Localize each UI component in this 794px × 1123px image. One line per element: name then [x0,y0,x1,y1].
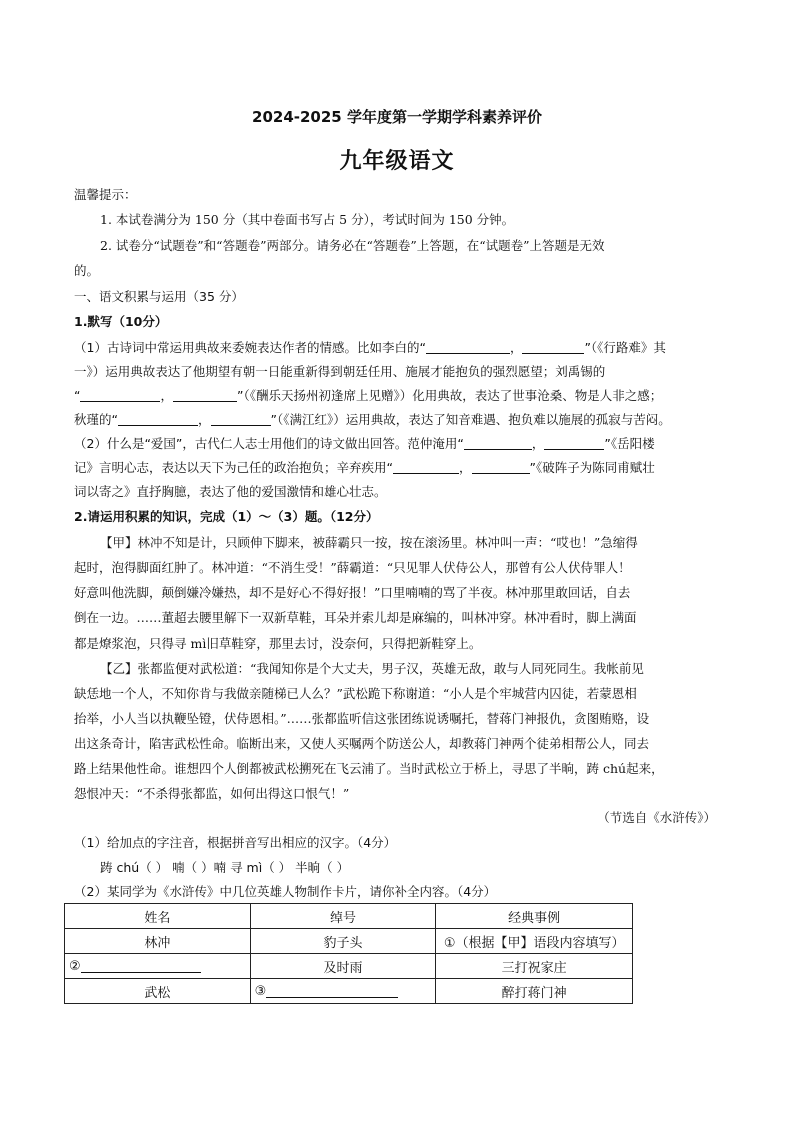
header-story: 经典事例 [436,904,633,929]
answer-blank[interactable] [464,436,532,450]
table-row [65,929,633,954]
answer-blank[interactable] [472,460,530,474]
q1-part2-line2: 记》言明心志，表达以天下为己任的政治抱负；辛弃疾用“ ， ”《破阵子为陈同甫赋壮 [74,460,655,475]
passage-jia-line2: 起时，泡得脚面红肿了。林冲道：“不消生受！”薛霸道：“只见罪人伏侍公人，那曾有公人伏侍罪人！ [74,560,631,575]
answer-blank[interactable] [173,388,237,402]
answer-blank[interactable] [118,412,198,426]
tip-item-2-cont: 的。 [74,263,100,278]
cell-story-answer[interactable]: ①（根据【甲】语段内容填写） [436,929,633,954]
exam-subtitle: 2024-2025 学年度第一学期学科素养评价 [252,108,542,126]
passage-yi-line1: 【乙】张都监便对武松道：“我闻知你是个大丈夫，男子汉，英雄无敌，敢与人同死同生。我帐前见 [100,661,644,676]
passage-source: （节选自《水浒传》） [597,810,716,825]
subquestion-1-items: 踌 chú（ ） 喃（ ）喃 寻 mì（ ） 半晌（ ） [100,860,350,875]
cell-story: 三打祝家庄 [436,954,633,979]
q1-part2-line1: （2）什么是“爱国”，古代仁人志士用他们的诗文做出回答。范仲淹用“ ， ”《岳阳楼 [74,436,655,451]
section-1-heading: 一、语文积累与运用（35 分） [74,289,244,304]
cell-name: 林冲 [65,929,251,954]
q1-part1-line3: “ ， ”（《酬乐天扬州初逢席上见赠》）化用典故，表达了世事沧桑、物是人非之感； [74,388,663,403]
answer-blank[interactable] [544,436,604,450]
question-2-heading: 2.请运用积累的知识，完成（1）～（3）题。（12分） [74,509,379,524]
cell-name-answer[interactable]: ② [65,954,251,979]
table-header-row [65,904,633,929]
passage-jia-line1: 【甲】林冲不知是计，只顾伸下脚来，被薛霸只一按，按在滚汤里。林冲叫一声：“哎也！”急缩得 [100,535,638,550]
cell-nickname: 及时雨 [250,954,436,979]
q1-part2-line3: 词以寄之》直抒胸臆，表达了他的爱国激情和雄心壮志。 [74,484,387,499]
header-name: 姓名 [65,904,251,929]
tips-label: 温馨提示： [74,187,137,202]
table-row [65,954,633,979]
q1-part1-line2: 一》）运用典故表达了他期望有朝一日能重新得到朝廷任用、施展才能抱负的强烈愿望；刘禹锡的 [74,364,606,379]
answer-blank[interactable] [393,460,459,474]
tip-item-1: 1. 本试卷满分为 150 分（其中卷面书写占 5 分），考试时间为 150 分钟。 [100,212,515,227]
passage-jia-line5: 都是燎浆泡，只得寻 mì旧草鞋穿，那里去讨，没奈何，只得把新鞋穿上。 [74,636,482,651]
passage-yi-line6: 怨恨冲天：“不杀得张都监，如何出得这口恨气！” [74,786,350,801]
answer-blank[interactable] [81,958,201,973]
table-row [65,979,633,1004]
passage-yi-line5: 路上结果他性命。谁想四个人倒都被武松搠死在飞云浦了。当时武松立于桥上，寻思了半晌，踌 chú起来， [74,761,664,776]
passage-jia-line4: 倒在一边。……董超去腰里解下一双新草鞋，耳朵并索儿却是麻编的，叫林冲穿。林冲看时，脚上满面 [74,610,637,625]
passage-yi-line4: 出这条奇计，陷害武松性命。临断出来，又使人买嘱两个防送公人，却教蒋门神两个徒弟相帮公人，同去 [74,736,650,751]
q1-part1-line4: 秋瑾的“ ， ”（《满江红》）运用典故，表达了知音难遇、抱负难以施展的孤寂与苦闷。 [74,412,671,427]
header-nickname: 绰号 [250,904,436,929]
subquestion-2: （2）某同学为《水浒传》中几位英雄人物制作卡片，请你补全内容。（4分） [74,884,497,899]
answer-blank[interactable] [426,340,510,354]
answer-blank[interactable] [211,412,271,426]
answer-blank[interactable] [80,388,160,402]
exam-title: 九年级语文 [339,149,455,174]
cell-story: 醉打蒋门神 [436,979,633,1004]
q1-part1-line1: （1）古诗词中常运用典故来委婉表达作者的情感。比如李白的“ ， ”（《行路难》其 [74,340,666,355]
tip-item-2: 2. 试卷分“试题卷”和“答题卷”两部分。请务必在“答题卷”上答题，在“试题卷”上答题是无效 [100,238,605,253]
answer-blank[interactable] [266,983,398,998]
hero-card-table [64,903,633,1004]
cell-nickname-answer[interactable]: ③ [250,979,436,1004]
answer-blank[interactable] [522,340,584,354]
passage-yi-line2: 缺恁地一个人，不知你肯与我做亲随梯已人么？”武松跪下称谢道：“小人是个牢城营内囚徒，若蒙恩相 [74,686,637,701]
cell-name: 武松 [65,979,251,1004]
question-1-heading: 1.默写（10分） [74,314,168,329]
cell-nickname: 豹子头 [250,929,436,954]
subquestion-1: （1）给加点的字注音，根据拼音写出相应的汉字。（4分） [74,835,397,850]
passage-yi-line3: 抬举，小人当以执鞭坠镫，伏侍恩相。”……张都监听信这张团练说诱嘱托，替蒋门神报仇，贪图贿赂，设 [74,711,650,726]
passage-jia-line3: 好意叫他洗脚，颠倒嫌冷嫌热，却不是好心不得好报！”口里喃喃的骂了半夜。林冲那里敢回话，自去 [74,585,631,600]
